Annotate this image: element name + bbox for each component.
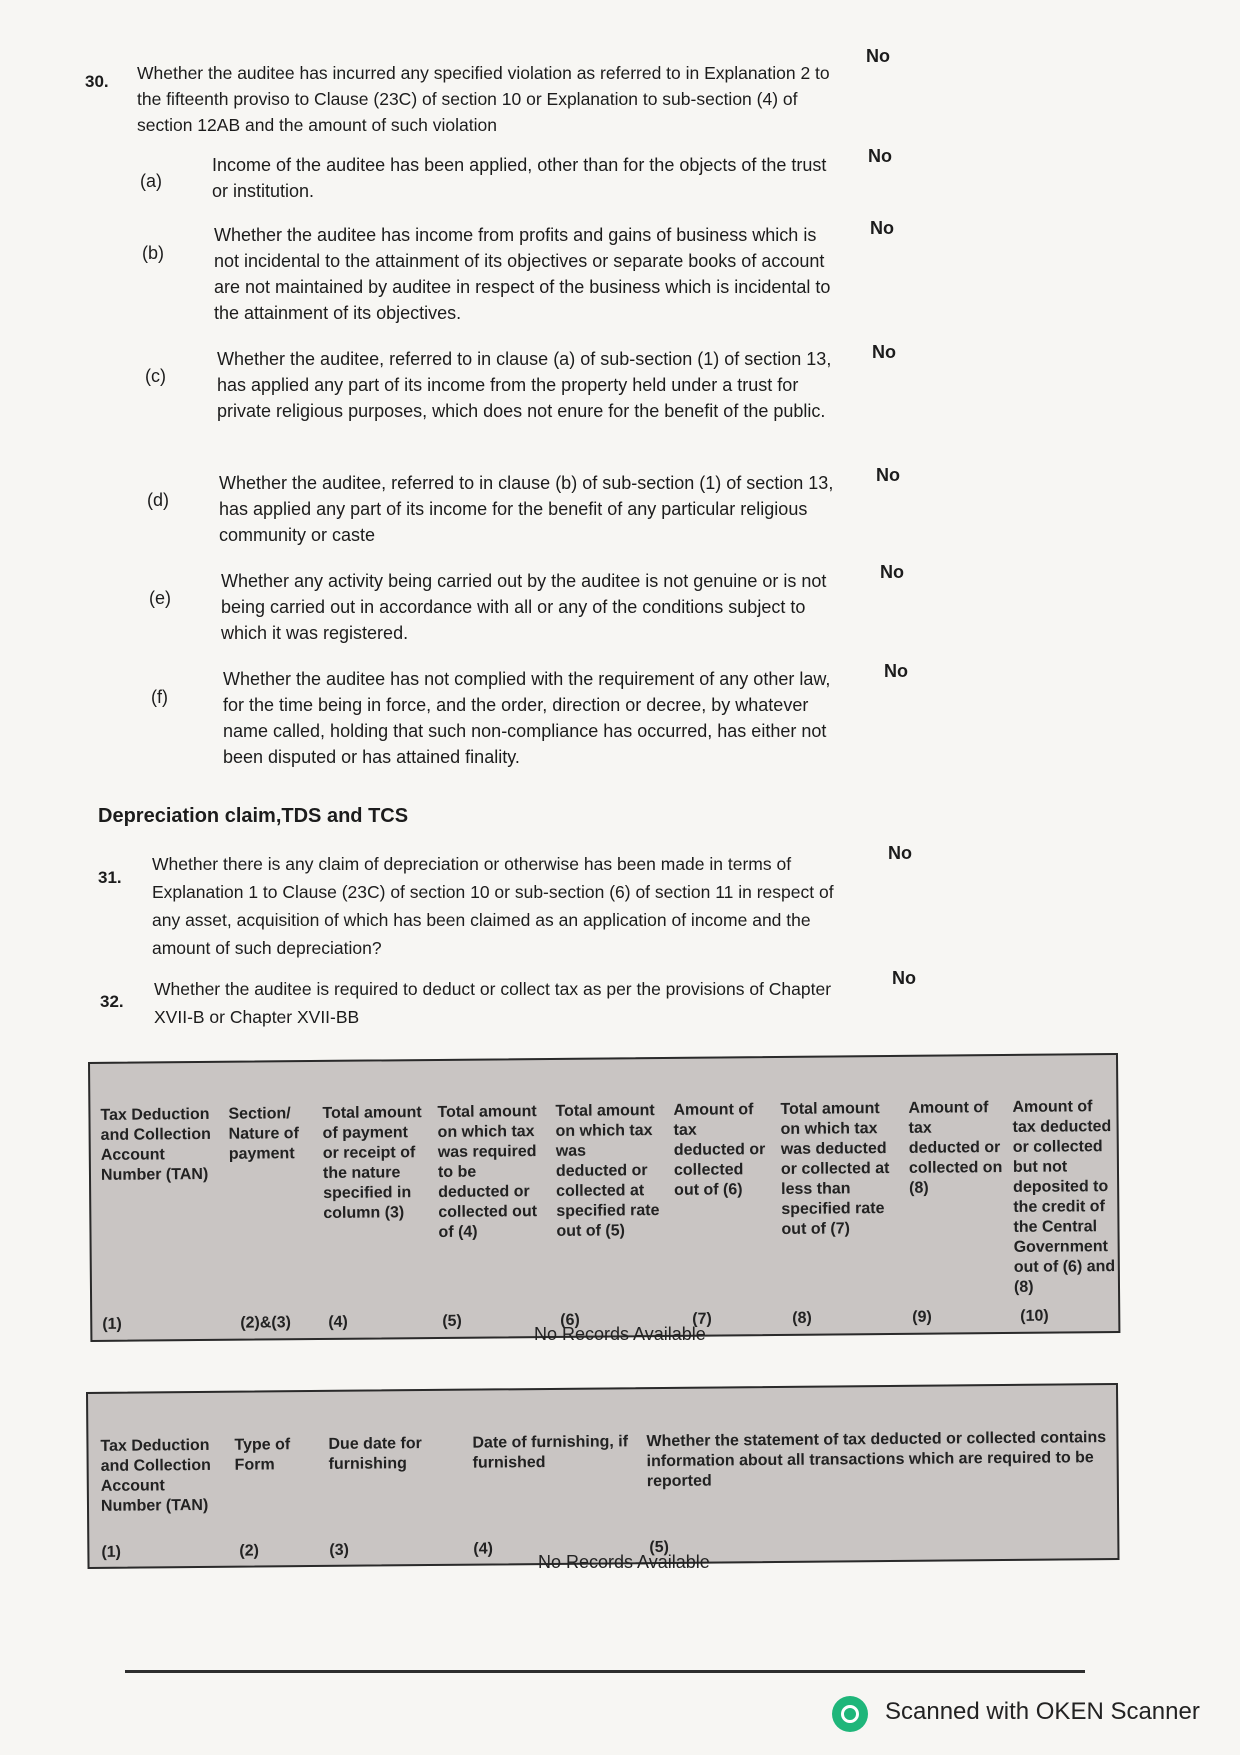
tds-col-num-2-3: (2)&(3) [240,1314,292,1332]
question-31-answer: No [888,843,912,863]
question-30-text: Whether the auditee has incurred any specified violation as referred to in Explanation 2 to the fifteenth proviso to Clause (23C) of section 10 or Explanation to sub-section (4) of section 12AB and the amount of such violation [137,63,830,135]
item-f-text: Whether the auditee has not complied with the requirement of any other law, for the time being in force, and the order, direction or decree, by whatever name called, holding that such non-compliance has occurred, has either not been disputed or has attained finality. [223,669,831,767]
tds-no-records: No Records Available [534,1324,706,1344]
tds-header-section: Section/ Nature of payment [228,1105,299,1163]
stmt-header-tan: Tax Deduction and Collection Account Number (TAN) [100,1436,211,1515]
item-d-answer: No [876,465,900,485]
item-a-answer: No [868,146,892,166]
item-a-text: Income of the auditee has been applied, other than for the objects of the trust or institution. [212,155,827,201]
stmt-col-num-5: (5) [649,1538,670,1557]
item-f-label: (f) [151,687,168,707]
question-31-text: Whether there is any claim of depreciation or otherwise has been made in terms of Explanation 1 to Clause (23C) of section 10 or sub-section (6) of section 11 in respect of any asset, acquisition of which has been claimed as an application of income and the amount of such depreciation? [152,854,834,958]
question-32-answer: No [892,968,916,988]
tds-col-num-1: (1) [102,1315,122,1333]
statement-no-records: No Records Available [538,1552,710,1572]
stmt-col-num-4: (4) [473,1540,494,1558]
tds-col-num-5: (5) [442,1312,462,1330]
item-d-label: (d) [147,490,169,510]
item-f-answer: No [884,661,908,681]
item-d-text: Whether the auditee, referred to in clause (b) of sub-section (1) of section 13, has applied any part of its income for the benefit of any particular religious community or caste [219,473,834,545]
item-a-label: (a) [140,171,162,191]
stmt-col-num-3: (3) [329,1541,350,1559]
tds-header-required: Total amount on which tax was required to be deducted or collected out of (4) [437,1103,538,1241]
tds-header-tan: Tax Deduction and Collection Account Number (TAN) [100,1105,211,1184]
item-e-label: (e) [149,588,171,608]
tds-header-tax-deducted: Amount of tax deducted or collected out of (6) [673,1101,766,1199]
tds-col-num-4: (4) [328,1313,348,1331]
tds-col-num-9: (9) [912,1308,932,1326]
tds-header-specified-rate: Total amount on which tax was deducted or collected at specified rate out of (5) [555,1102,660,1240]
tds-col-num-10: (10) [1020,1307,1049,1325]
item-b-label: (b) [142,243,164,263]
oken-scanner-logo-icon [832,1696,868,1732]
stmt-col-num-2: (2) [239,1542,260,1560]
item-b-answer: No [870,218,894,238]
tds-header-total-payment: Total amount of payment or receipt of the nature specified in column (3) [322,1104,422,1222]
stmt-header-whether-contains: Whether the statement of tax deducted or collected contains information about all transactions which are required to be reported [646,1429,1107,1491]
scanner-watermark-text: Scanned with OKEN Scanner [885,1698,1200,1725]
item-b-text: Whether the auditee has income from profits and gains of business which is not incidental to the attainment of its objectives or separate books of account are not maintained by auditee in respect of the business which is incidental to the attainment of its objectives. [214,225,831,323]
item-c-text: Whether the auditee, referred to in clause (a) of sub-section (1) of section 13, has applied any part of its income from the property held under a trust for private religious purposes, which does not enure for the benefit of the public. [217,349,832,421]
tds-header-less-rate: Total amount on which tax was deducted or collected at less than specified rate out of (7) [780,1100,890,1238]
question-31-number: 31. [98,868,122,887]
bottom-divider [125,1670,1085,1673]
stmt-header-due-date: Due date for furnishing [328,1435,422,1473]
tds-col-num-7: (7) [692,1310,712,1328]
item-c-label: (c) [145,366,166,386]
tds-header-not-deposited: Amount of tax deducted or collected but not deposited to the credit of the Central Government out of (6) and (8) [1012,1098,1116,1296]
stmt-col-num-1: (1) [101,1543,122,1561]
tds-header-tax-on-8: Amount of tax deducted or collected on (8) [908,1099,1003,1197]
question-32-number: 32. [100,992,124,1011]
item-e-text: Whether any activity being carried out by the auditee is not genuine or is not being carried out in accordance with all or any of the conditions subject to which it was registered. [221,571,827,643]
tds-col-num-8: (8) [792,1309,812,1327]
stmt-header-form: Type of Form [234,1436,291,1474]
question-32-text: Whether the auditee is required to deduct or collect tax as per the provisions of Chapter XVII-B or Chapter XVII-BB [154,979,832,1027]
question-30-number: 30. [85,72,109,91]
tds-col-num-6: (6) [560,1311,580,1329]
schedule-tds-table [88,1053,1120,1342]
section-heading: Depreciation claim,TDS and TCS [98,805,409,827]
stmt-header-date-furnished: Date of furnishing, if furnished [472,1433,629,1472]
question-30-answer: No [866,46,890,66]
schedule-statement-table [86,1383,1120,1569]
item-c-answer: No [872,342,896,362]
item-e-answer: No [880,562,904,582]
